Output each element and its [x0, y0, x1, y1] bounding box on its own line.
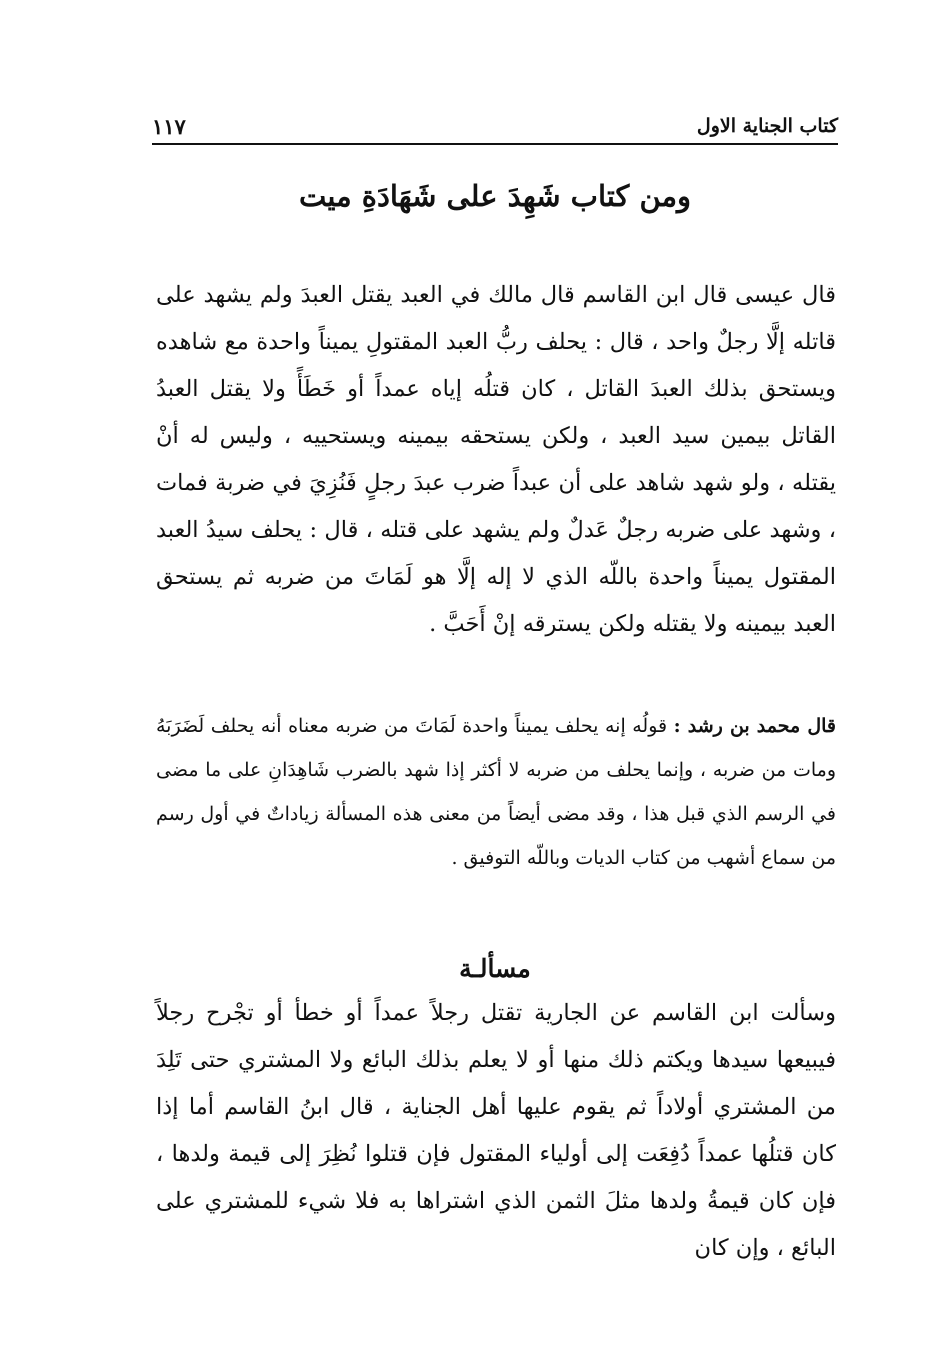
commentary-text: قولُه إنه يحلف يميناً واحدة لَمَاتَ من ضربه معناه أنه يحلف لَضَرَبَهُ ومات من ضربه ، وإنما يحلف من ضربه لا أكثر إذا شهد بالضرب شَاهِدَانِ على ما مضى في الرسم الذي قبل هذا ، وقد مضى أيضاً من معنى هذه المسألة زياداتٌ في أول رسم من سماع أشهب من كتاب الديات وباللّه التوفيق . [156, 715, 836, 869]
masala-paragraph: وسألت ابن القاسم عن الجارية تقتل رجلاً عمداً أو خطأ أو تجْرح رجلاً فيبيعها سيدها ويكتم ذلك منها أو لا يعلم بذلك البائع ولا المشتري حتى تَلِدَ من المشتري أولاداً ثم يقوم عليها أهل الجناية ، قال ابنُ القاسم أما إذا كان قتلُها عمداً دُفِعَت إلى أولياء المقتول فإن قتلوا نُظِرَ إلى قيمة ولدها ، فإن كان قيمةُ ولدها مثلَ الثمن الذي اشتراها به فلا شيء للمشتري على البائع ، وإن كان [156, 1000, 836, 1261]
page-header [152, 108, 838, 144]
masala-heading: مسألـة [459, 954, 531, 983]
commentary-paragraph [156, 704, 836, 880]
page-number: ١١٧ [152, 113, 186, 139]
header-rule [152, 143, 838, 145]
commentary-lead: قال محمد بن رشد : [673, 715, 836, 737]
running-title: كتاب الجناية الاول [696, 115, 838, 137]
section-title: ومن كتاب شَهِدَ على شَهَادَةِ ميت [298, 179, 692, 213]
section-paragraph: قال عيسى قال ابن القاسم قال مالك في العبد يقتل العبدَ ولم يشهد على قاتله إلَّا رجلٌ واحد ، قال : يحلف ربُّ العبد المقتولِ يميناً واحدة مع شاهده ويستحق بذلك العبدَ القاتل ، كان قتلُه إياه عمداً أو خَطَأً ولا يقتل العبدُ القاتل بيمين سيد العبد ، ولكن يستحقه بيمينه ويستحييه ، وليس له أنْ يقتله ، ولو شهد شاهد على أن عبداً ضرب عبدَ رجلٍ فَنُزِيَ في ضربة فمات ، وشهد على ضربه رجلٌ عَدلٌ ولم يشهد على قتله ، قال : يحلف سيدُ العبد المقتول يميناً واحدة باللّه الذي لا إله إلَّا هو لَمَاتَ من ضربه ثم يستحق العبد بيمينه ولا يقتله ولكن يسترقه إنْ أَحَبَّ . [156, 282, 836, 637]
